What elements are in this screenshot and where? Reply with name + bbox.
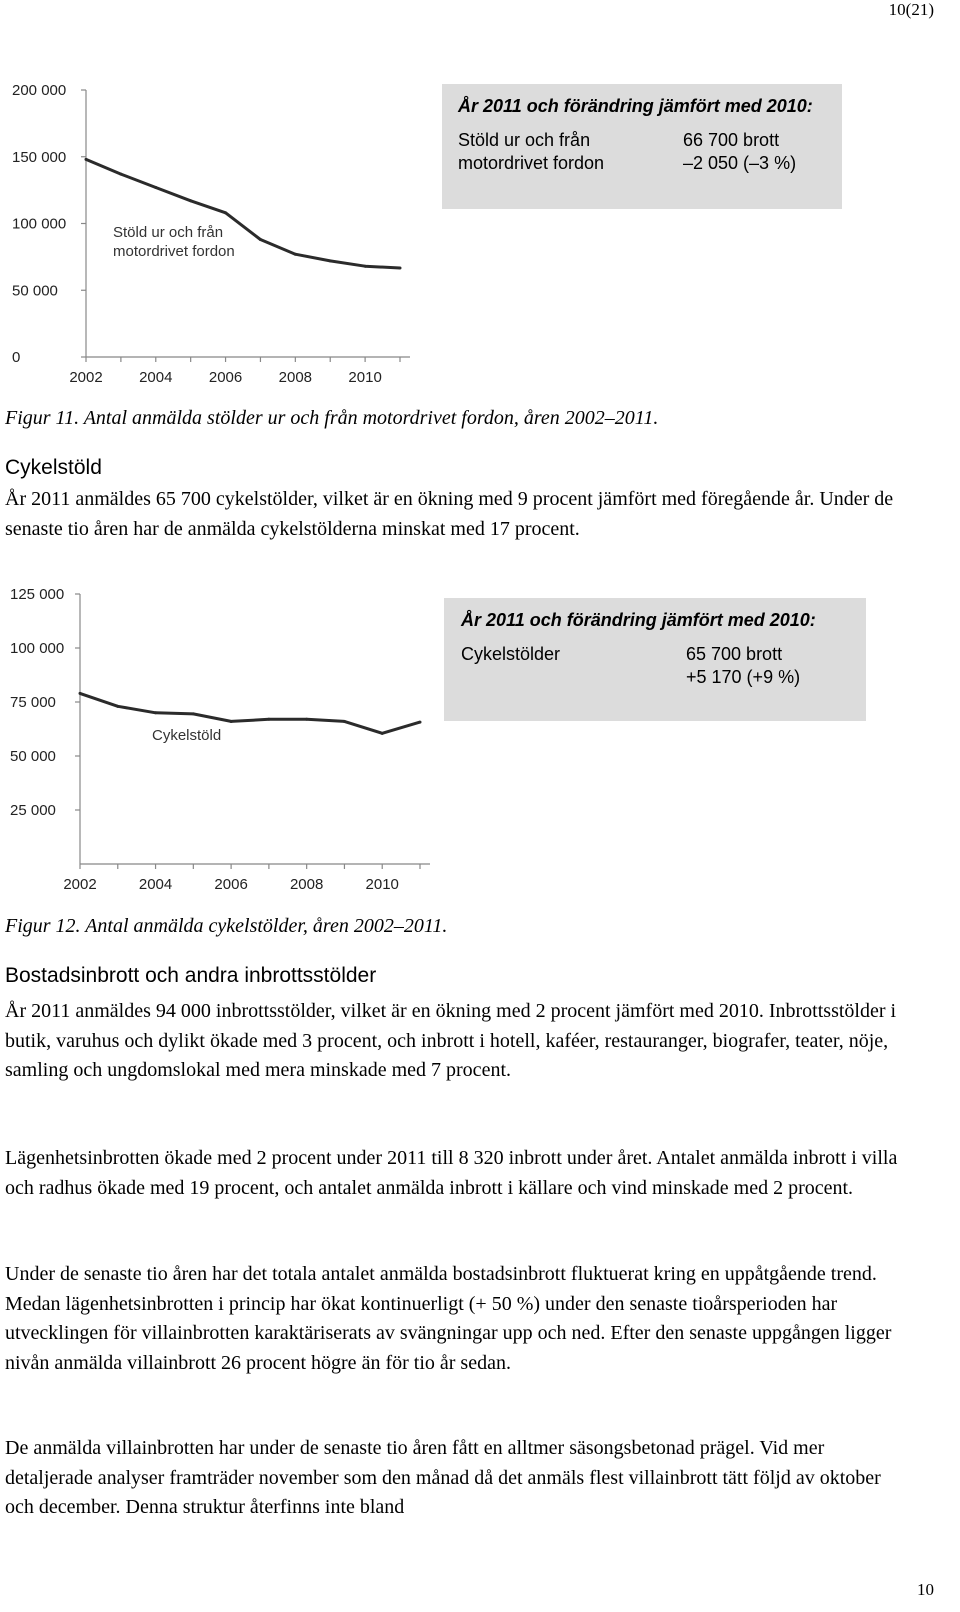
info-box-label: Cykelstölder: [461, 644, 561, 664]
data-point: [154, 711, 157, 714]
info-box-bicycle: [444, 598, 866, 721]
data-point: [119, 173, 122, 176]
y-tick-label: 50 000: [10, 748, 56, 765]
series-label: Cykelstöld: [152, 727, 222, 744]
info-box-motor-vehicle: [442, 84, 842, 209]
data-point: [294, 253, 297, 256]
x-tick-label: 2002: [63, 876, 97, 893]
series-label: Stöld ur och från: [113, 224, 224, 241]
data-point: [192, 712, 195, 715]
x-tick-label: 2004: [138, 876, 173, 893]
y-tick-label: 125 000: [10, 586, 65, 603]
y-tick-label: 75 000: [10, 694, 56, 711]
x-tick-label: 2004: [139, 369, 173, 386]
info-box-row: [458, 129, 826, 152]
data-point: [230, 720, 233, 723]
info-box-value: 65 700 brott: [686, 644, 783, 664]
data-point: [419, 721, 422, 724]
x-tick-label: 2006: [208, 369, 243, 386]
x-tick-label: 2008: [278, 369, 313, 386]
y-tick-label: 200 000: [12, 82, 67, 99]
info-box-title: År 2011 och förändring jämfört med 2010:: [461, 610, 816, 630]
data-point: [329, 259, 332, 262]
figure-caption-11: Figur 11. Antal anmälda stölder ur och från motordrivet fordon, åren 2002–2011.: [5, 407, 659, 429]
chart-motor-vehicle-theft: [0, 75, 440, 395]
paragraph-1: [5, 997, 905, 1086]
data-point: [79, 692, 82, 695]
info-box-row: [458, 152, 826, 175]
y-tick-label: 150 000: [12, 148, 67, 166]
data-point: [399, 266, 402, 269]
info-box-label: motordrivet fordon: [458, 153, 605, 173]
info-box-label: Stöld ur och från: [458, 130, 591, 150]
data-point: [343, 720, 346, 723]
data-point: [85, 158, 88, 161]
chart-motor-vehicle-theft-svg: [0, 75, 440, 395]
y-tick-label: 50 000: [12, 282, 58, 300]
paragraph-cykelstold: [5, 485, 905, 544]
paragraph-text: År 2011 anmäldes 65 700 cykelstölder, vilket är en ökning med 9 procent jämfört med föregående år. Under de senaste tio åren har de anmälda cykelstölderna minskat med 17 procent.: [5, 488, 894, 540]
x-tick-label: 2010: [365, 876, 399, 893]
data-point: [364, 265, 367, 268]
data-point: [259, 238, 262, 241]
data-point: [224, 211, 227, 214]
x-tick-label: 2008: [289, 876, 324, 893]
info-box-label-empty: [461, 666, 686, 689]
y-tick-label: 100 000: [10, 640, 65, 657]
data-point: [305, 718, 308, 721]
info-box-row: [461, 666, 849, 689]
paragraph-4: [5, 1434, 905, 1523]
paragraph-text: De anmälda villainbrotten har under de senaste tio åren fått en alltmer säsongsbetonad prägel. Vid mer detaljerade analyser framträder november som den månad då det anmäls flest villainbrott tätt följd av oktober och december. Denna struktur återfinns inte bland: [5, 1437, 881, 1518]
page-number-top: 10(21): [888, 0, 934, 19]
data-point: [154, 186, 157, 189]
info-box-value: 66 700 brott: [683, 130, 780, 150]
series-line: [80, 693, 420, 733]
paragraph-text: År 2011 anmäldes 94 000 inbrottsstölder, vilket är en ökning med 2 procent jämfört med 2010. Inbrottsstölder i butik, varuhus och dylikt ökade med 3 procent, och inbrott i hotell, kaféer, restauranger, biografer, teater, nöje, samling och ungdomslokal med mera minskade med 7 procent.: [5, 1000, 897, 1081]
info-box-value: –2 050 (–3 %): [683, 153, 797, 173]
paragraph-text: Lägenhetsinbrotten ökade med 2 procent under 2011 till 8 320 inbrott under året. Antalet anmälda inbrott i villa och radhus ökade med 19 procent, och antalet anmälda inbrott i källare och vind minskade med 2 procent.: [5, 1147, 898, 1199]
x-tick-label: 2010: [348, 369, 382, 386]
info-box-value: +5 170 (+9 %): [686, 667, 801, 687]
x-tick-label: 2002: [69, 369, 103, 386]
chart-bicycle-theft: [0, 582, 440, 902]
paragraph-3: [5, 1260, 905, 1378]
x-tick-label: 2006: [214, 876, 248, 893]
section-heading-bostadsinbrott: Bostadsinbrott och andra inbrottsstölder: [5, 964, 377, 987]
section-heading-cykelstold: Cykelstöld: [5, 456, 102, 479]
info-box-row: [461, 643, 849, 666]
chart-bicycle-theft-svg: [0, 582, 440, 902]
data-point: [116, 705, 119, 708]
figure-caption-12: Figur 12. Antal anmälda cykelstölder, åren 2002–2011.: [5, 915, 448, 937]
page-number-bottom: 10: [917, 1580, 934, 1599]
info-box-title: År 2011 och förändring jämfört med 2010:: [458, 96, 813, 116]
paragraph-2: [5, 1144, 905, 1203]
y-tick-label: 25 000: [10, 802, 56, 819]
series-label: motordrivet fordon: [113, 243, 235, 260]
paragraph-text: Under de senaste tio åren har det totala antalet anmälda bostadsinbrott fluktuerat kring en uppåtgående trend. Medan lägenhetsinbrotten i princip har ökat kontinuerligt (+ 50 %) under den senaste tioårsperioden har utvecklingen för villainbrotten karaktäriserats av svängningar upp och ned. Efter den senaste uppgången ligger nivån anmälda villainbrott 26 procent högre än för tio år sedan.: [5, 1263, 892, 1374]
data-point: [381, 732, 384, 735]
data-point: [189, 199, 192, 202]
data-point: [267, 718, 270, 721]
y-tick-label: 100 000: [12, 215, 67, 233]
y-tick-label: 0: [12, 349, 21, 366]
